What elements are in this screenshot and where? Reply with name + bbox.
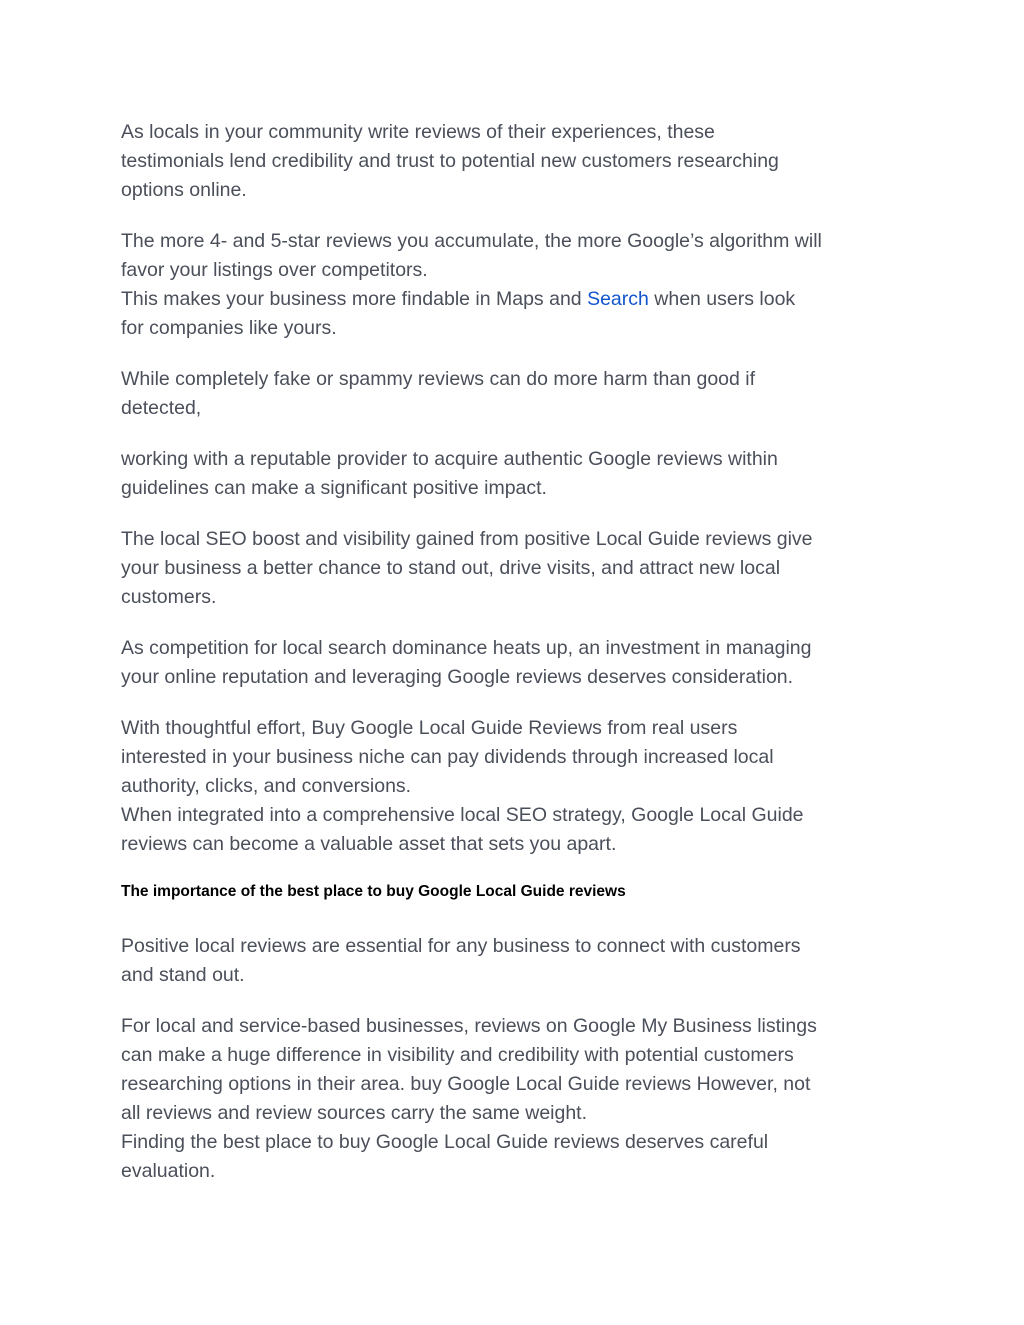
paragraph-local-seo-boost xyxy=(121,525,911,612)
section-heading: The importance of the best place to buy Google Local Guide reviews xyxy=(121,883,626,900)
text-segment: This makes your business more findable in Maps and xyxy=(121,288,588,310)
document-page xyxy=(121,118,911,1208)
paragraph-star-reviews xyxy=(121,227,911,343)
text-line: options online. xyxy=(121,179,247,201)
text-line: your online reputation and leveraging Google reviews deserves consideration. xyxy=(121,666,794,688)
text-line: Positive local reviews are essential for any business to connect with customers xyxy=(121,935,801,957)
text-segment: when users look xyxy=(648,288,796,310)
paragraph-thoughtful-effort xyxy=(121,714,911,859)
paragraph-positive-reviews xyxy=(121,932,911,990)
text-line: When integrated into a comprehensive local SEO strategy, Google Local Guide xyxy=(121,804,804,826)
text-line: researching options in their area. buy Google Local Guide reviews However, not xyxy=(121,1073,811,1095)
paragraph-locals-reviews xyxy=(121,118,911,205)
text-line: reviews can become a valuable asset that sets you apart. xyxy=(121,833,617,855)
text-line: While completely fake or spammy reviews can do more harm than good if xyxy=(121,368,756,390)
text-line: evaluation. xyxy=(121,1160,216,1182)
text-line: your business a better chance to stand out, drive visits, and attract new local xyxy=(121,557,781,579)
paragraph-fake-reviews xyxy=(121,365,911,423)
text-line xyxy=(121,285,911,314)
text-line: authority, clicks, and conversions. xyxy=(121,775,412,797)
text-line: guidelines can make a significant positive impact. xyxy=(121,477,547,499)
text-line: working with a reputable provider to acquire authentic Google reviews within xyxy=(121,448,778,470)
text-line: and stand out. xyxy=(121,964,245,986)
text-line: testimonials lend credibility and trust to potential new customers researching xyxy=(121,150,779,172)
text-line: can make a huge difference in visibility and credibility with potential customers xyxy=(121,1044,794,1066)
text-line: detected, xyxy=(121,397,202,419)
search-link[interactable]: Search xyxy=(587,288,649,310)
paragraph-competition xyxy=(121,634,911,692)
paragraph-reputable-provider xyxy=(121,445,911,503)
text-line: For local and service-based businesses, reviews on Google My Business listings xyxy=(121,1015,817,1037)
paragraph-service-businesses xyxy=(121,1012,911,1186)
text-line: With thoughtful effort, Buy Google Local Guide Reviews from real users xyxy=(121,717,738,739)
text-line: favor your listings over competitors. xyxy=(121,259,428,281)
text-line: interested in your business niche can pay dividends through increased local xyxy=(121,746,774,768)
text-line: customers. xyxy=(121,586,217,608)
text-line: all reviews and review sources carry the same weight. xyxy=(121,1102,588,1124)
text-line: Finding the best place to buy Google Local Guide reviews deserves careful xyxy=(121,1131,769,1153)
text-line: The local SEO boost and visibility gained from positive Local Guide reviews give xyxy=(121,528,813,550)
text-line: for companies like yours. xyxy=(121,317,337,339)
text-line: The more 4- and 5-star reviews you accumulate, the more Google’s algorithm will xyxy=(121,230,822,252)
text-line: As competition for local search dominance heats up, an investment in managing xyxy=(121,637,812,659)
text-line: As locals in your community write reviews of their experiences, these xyxy=(121,121,715,143)
